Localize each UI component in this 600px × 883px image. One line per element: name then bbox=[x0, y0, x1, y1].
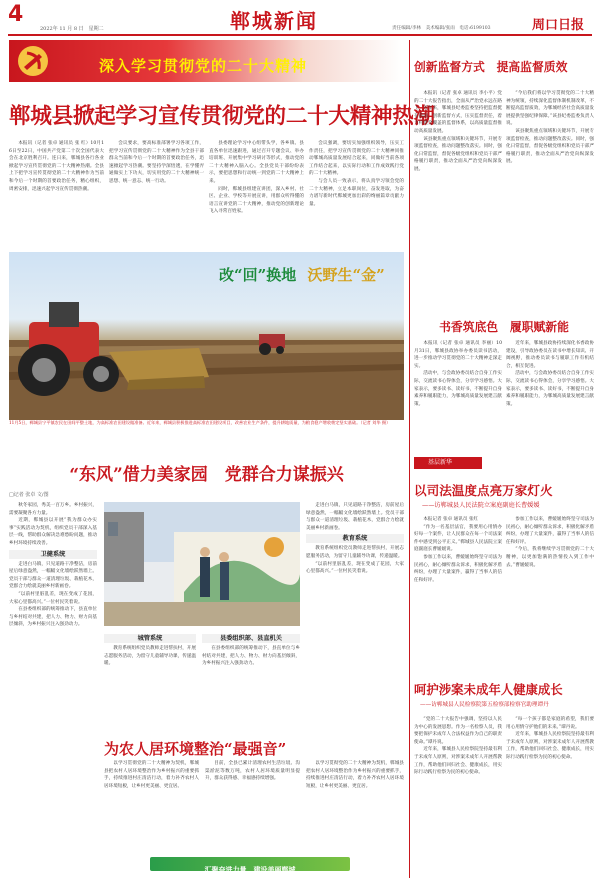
masthead-rule bbox=[8, 34, 592, 36]
story3-paragraph: 以学习贯彻党的二十大精神为契机，郸城县把农村人居环境整治作为乡村振兴的重要抓手，持续推进村庄清洁行动，着力补齐农村人居环境短板，让乡村更美丽、更宜居。 bbox=[104, 761, 199, 789]
story2-paragraph: 教育系统组织党员教师走进帮扶村，开展志愿服务活动，为留守儿童辅导功课，传递温暖。 bbox=[104, 646, 196, 667]
story2-paragraph: 走进白马镇，只见道路干净整洁，房前屋后绿意盎然，一幅幅文化墙绘跃然墙上。党员干部与群众一道清理垃圾、栽植花木，党群合力绘就美丽乡村新画卷。 bbox=[306, 503, 404, 531]
right1-col-1 bbox=[414, 90, 502, 302]
right2-col-1 bbox=[414, 340, 502, 450]
right1-paragraph: 本报讯（记者 张卓 通讯员 李小平）党的二十大报告指出，全面从严治党永远在路上。近年来，郸城县纪委监委坚持把监督挺在前面，创新监督方式，压实监督责任，着力构建全覆盖的监督体系，以高质量监督推动高质量发展。 bbox=[414, 91, 502, 134]
story2-col-1 bbox=[9, 502, 97, 852]
story2-subhead-health: 卫健系统 bbox=[9, 550, 97, 559]
story2-col-3 bbox=[104, 632, 196, 732]
right1-paragraph: “今后我们将以学习贯彻党的二十大精神为统领，持续深化监督体制机制改革，不断提高监督质效，为郸城经济社会高质量发展提供坚强纪律保障。”该县纪委监委负责人说。 bbox=[506, 91, 594, 127]
lead-body-col-4 bbox=[309, 140, 404, 248]
section-title: 郸城新闻 bbox=[230, 9, 318, 33]
right2-paragraph: 本报讯（记者 张卓 通讯员 李丽）10月31日，郸城县政协举办委员读书活动，进一步推动学习贯彻党的二十大精神走深走实。 bbox=[414, 341, 502, 369]
paper-name-logo: 周口日报 bbox=[532, 18, 585, 33]
page-number: 4 bbox=[8, 2, 24, 27]
story3-col-1 bbox=[104, 760, 199, 852]
right4-headline: 呵护涉案未成年人健康成长 bbox=[414, 682, 563, 697]
story2-byline: □记者 张卓 文/图 bbox=[9, 492, 49, 498]
editor-line: 责任编辑/李林 美术编辑/张雨 电话:6199103 bbox=[392, 26, 491, 31]
right3-paragraph: 参加工作以来，曹媛媛始终坚守司法为民初心，耐心倾听群众诉求，积极化解矛盾纠纷，办理了大量案件，赢得了当事人的信任和好评。 bbox=[414, 554, 502, 583]
right1-paragraph: 该县聚焦重点领域和关键环节，开展专项监督检查，推动问题整改落实。同时，强化日常监督，督促各级党组织和党员干部严格履行职责，推动全面从严治党向纵深发展。 bbox=[506, 128, 594, 165]
photo-title-a: 改“回”换地 bbox=[219, 266, 297, 284]
story2-headline: “东风”借力美家园 党群合力谋振兴 bbox=[69, 465, 344, 485]
story2-subhead-org: 县委组织部、县直机关 bbox=[202, 634, 300, 643]
mural-photo bbox=[104, 502, 300, 626]
right3-paragraph: “作为一名基层法官，我要用心用情办好每一个案件，让人民群众在每一个司法案件中感受到公平正义。”郸城县人民法院立案庭副庭长曹媛媛说。 bbox=[414, 524, 502, 553]
lead-paragraph: 同时，郸城县组建宣讲团，深入乡村、社区、企业、学校等开展宣讲，用群众听得懂的语言宣讲党的二十大精神，推动党的创新理论飞入寻常百姓家。 bbox=[209, 186, 304, 215]
right2-paragraph: 活动中，与会政协委员结合自身工作实际，交流读书心得体会，分享学习感悟。大家表示，要多读书、读好书，不断提升自身素养和履职能力，为郸城高质量发展建言献策。 bbox=[506, 371, 594, 407]
right3-paragraph: 本报记者 张卓 通讯员 张红 bbox=[423, 517, 479, 522]
right1-headline: 创新监督方式 提高监督质效 bbox=[414, 60, 568, 74]
right4-col-1 bbox=[414, 716, 502, 876]
photo-title-b: 沃野生“金” bbox=[307, 266, 385, 284]
right3-col-1 bbox=[414, 516, 502, 676]
story3-col-2 bbox=[205, 760, 300, 852]
right4-subhead: ——访郸城县人民检察院第五检察部检察官助理谭丹 bbox=[420, 702, 549, 708]
right4-paragraph: 近年来，郸城县人民检察院坚持最有利于未成年人原则，对涉案未成年人开展帮教工作，帮助他们回归社会、健康成长，用实际行动践行检察为民的初心使命。 bbox=[414, 747, 502, 776]
right2-paragraph: 近年来，郸城县政协持续深化书香政协建设，引导政协委员在读书中增长知识、开阔视野，推动委员读书与履职工作有机结合，相互促进。 bbox=[506, 341, 594, 369]
story2-paragraph: 教育系统组织党员教师走进帮扶村，开展志愿服务活动，为留守儿童辅导功课，传递温暖。 bbox=[306, 546, 404, 559]
party-banner bbox=[9, 40, 402, 82]
column-divider bbox=[409, 40, 410, 878]
right3-col-2 bbox=[506, 516, 594, 676]
right3-subhead: ——访郸城县人民法院立案庭副庭长曹媛媛 bbox=[422, 502, 540, 509]
lead-paragraph: 会议强调，要切实加强组织领导，压实工作责任，把学习宣传贯彻党的二十大精神同推动郸城高质量发展结合起来，同做好当前各项工作结合起来，以实际行动和工作成效践行党的二十大精神。 bbox=[309, 141, 404, 177]
story2-paragraph: 秋冬家园，秀美一百万乡。乡村振兴，需要凝聚各方力量。 bbox=[9, 503, 97, 516]
right3-headline: 以司法温度点亮万家灯火 bbox=[414, 483, 553, 498]
lead-body-col-2 bbox=[109, 140, 204, 248]
photo-title bbox=[219, 264, 385, 285]
lead-paragraph: 会议要求，要高标准部署学习各项工作，把学习宣传贯彻党的二十大精神作为全县干部群众当前和今后一个时期的首要政治任务，迅速掀起学习热潮。要坚持学深悟透，在学懂弄通做实上下功夫，切实用党的二十大精神统一思想、统一意志、统一行动。 bbox=[109, 141, 204, 184]
lead-headline: 郸城县掀起学习宣传贯彻党的二十大精神热潮 bbox=[9, 104, 435, 129]
lead-body-col-1 bbox=[9, 140, 104, 248]
lead-paragraph: 县委理论学习中心组带头学，各乡镇、县直各单位迅速跟进，通过召开专题会议、举办培训班、开展集中学习研讨等形式，推动党的二十大精神入脑入心。全县党员干部纷纷表示，要把思想和行动统一到党的二十大精神上来。 bbox=[209, 141, 304, 184]
story3-col-3 bbox=[306, 760, 404, 852]
right4-paragraph: “每一个孩子都是家庭的希望，我们要用心用情守护他们的未来。”谭丹说。 bbox=[506, 717, 594, 730]
story3-headline: 为农人居环境整治“最强音” bbox=[104, 740, 287, 758]
section-tag-text: 基层新华 bbox=[428, 459, 453, 466]
section-tag bbox=[414, 457, 482, 469]
story2-subhead-edu: 教育系统 bbox=[306, 534, 404, 543]
story3-paragraph: 以学习贯彻党的二十大精神为契机，郸城县把农村人居环境整治作为乡村振兴的重要抓手，持续推进村庄清洁行动，着力补齐农村人居环境短板，让乡村更美丽、更宜居。 bbox=[306, 761, 404, 789]
story2-paragraph: 走进白马镇，只见道路干净整洁，房前屋后绿意盎然，一幅幅文化墙绘跃然墙上。党员干部与群众一道清理垃圾、栽植花木，党群合力绘就美丽乡村新画卷。 bbox=[9, 561, 97, 590]
right2-headline: 书香筑底色 履职赋新能 bbox=[439, 320, 569, 334]
lead-paragraph: 与会人员一致表示，将认真学习领会党的二十大精神，立足本职岗位，奋发进取，为奋力谱写新时代郸城更加出彩的绚丽篇章贡献力量。 bbox=[309, 178, 404, 207]
story2-paragraph: 在县委组织部的统筹推动下，县直单位与乡村结对共建，把人力、物力、财力向基层倾斜，为乡村振兴注入强劲动力。 bbox=[9, 607, 97, 628]
story2-paragraph: 在县委组织部的统筹推动下，县直单位与乡村结对共建，把人力、物力、财力向基层倾斜，为乡村振兴注入强劲动力。 bbox=[202, 646, 300, 667]
date-line: 2022年 11 月 8 日 星期二 bbox=[40, 26, 104, 32]
photo-caption: 11月5日，郸城县宁平镇农民在田间平整土地，为高标准农田建设做准备。近年来，郸城县积极推进高标准农田建设项目，改善农业生产条件，提升耕地质量，为粮食稳产增收奠定坚实基础。（记者 刘华 摄） bbox=[9, 420, 391, 425]
party-emblem-icon bbox=[15, 43, 51, 79]
banner-title: 深入学习贯彻党的二十大精神 bbox=[99, 57, 308, 75]
footer-banner-text: 汇聚奋进力量 建设美丽郸城 bbox=[204, 865, 296, 874]
lead-body-col-3 bbox=[209, 140, 304, 248]
story2-subhead-urban: 城管系统 bbox=[104, 634, 196, 643]
farm-photo bbox=[9, 252, 404, 420]
story2-paragraph: “以前村里脏乱差，现在变成了花园，大家心里都高兴。”一位村民笑着说。 bbox=[9, 591, 97, 605]
story3-paragraph: 目前，全县已累计清理农村生活垃圾、沟渠淤泥等数万吨，农村人居环境质量明显提升，群众获得感、幸福感持续增强。 bbox=[205, 761, 300, 782]
right4-paragraph: “党的二十大报告中强调，坚持以人民为中心的发展思想。作为一名检察人员，我要把保护未成年人合法权益作为自己的职责使命。”谭丹说。 bbox=[414, 717, 502, 745]
right3-paragraph: 参加工作以来，曹媛媛始终坚守司法为民初心，耐心倾听群众诉求，积极化解矛盾纠纷，办理了大量案件，赢得了当事人的信任和好评。 bbox=[506, 517, 594, 545]
right2-col-2 bbox=[506, 340, 594, 450]
right4-col-2 bbox=[506, 716, 594, 876]
lead-paragraph: 本报讯（记者 张卓 通讯员 张 红）10月16日至22日，中国共产党第二十次全国代表大会在北京胜利召开。连日来，郸城县各行各业掀起学习宣传贯彻党的二十大精神热潮。全县上下把学习宣传贯彻党的二十大精神作为当前和今后一个时期的首要政治任务，精心组织，周密安排，迅速兴起学习宣传贯彻热潮。 bbox=[9, 141, 104, 192]
story2-col-4 bbox=[202, 632, 300, 732]
right1-col-2 bbox=[506, 90, 594, 302]
right3-paragraph: “今后，我将继续学习贯彻党的二十大精神，以更加饱满的热情投入到工作中去。”曹媛媛说。 bbox=[506, 547, 594, 568]
story2-col-5 bbox=[306, 502, 404, 732]
right1-paragraph: 该县聚焦重点领域和关键环节，开展专项监督检查，推动问题整改落实。同时，强化日常监督，督促各级党组织和党员干部严格履行职责，推动全面从严治党向纵深发展。 bbox=[414, 136, 502, 172]
story2-paragraph: “以前村里脏乱差，现在变成了花园，大家心里都高兴。”一位村民笑着说。 bbox=[306, 561, 404, 575]
right2-paragraph: 活动中，与会政协委员结合自身工作实际，交流读书心得体会，分享学习感悟。大家表示，要多读书、读好书，不断提升自身素养和履职能力，为郸城高质量发展建言献策。 bbox=[414, 371, 502, 407]
story2-paragraph: 近期，郸城县以开展“我为群众办实事”实践活动为契机，组织党员干部深入基层一线，帮助群众解决急难愁盼问题，推动乡村环境持续改善。 bbox=[9, 518, 97, 546]
footer-banner bbox=[150, 857, 350, 874]
right4-paragraph: 近年来，郸城县人民检察院坚持最有利于未成年人原则，对涉案未成年人开展帮教工作，帮助他们回归社会、健康成长，用实际行动践行检察为民的初心使命。 bbox=[506, 732, 594, 760]
